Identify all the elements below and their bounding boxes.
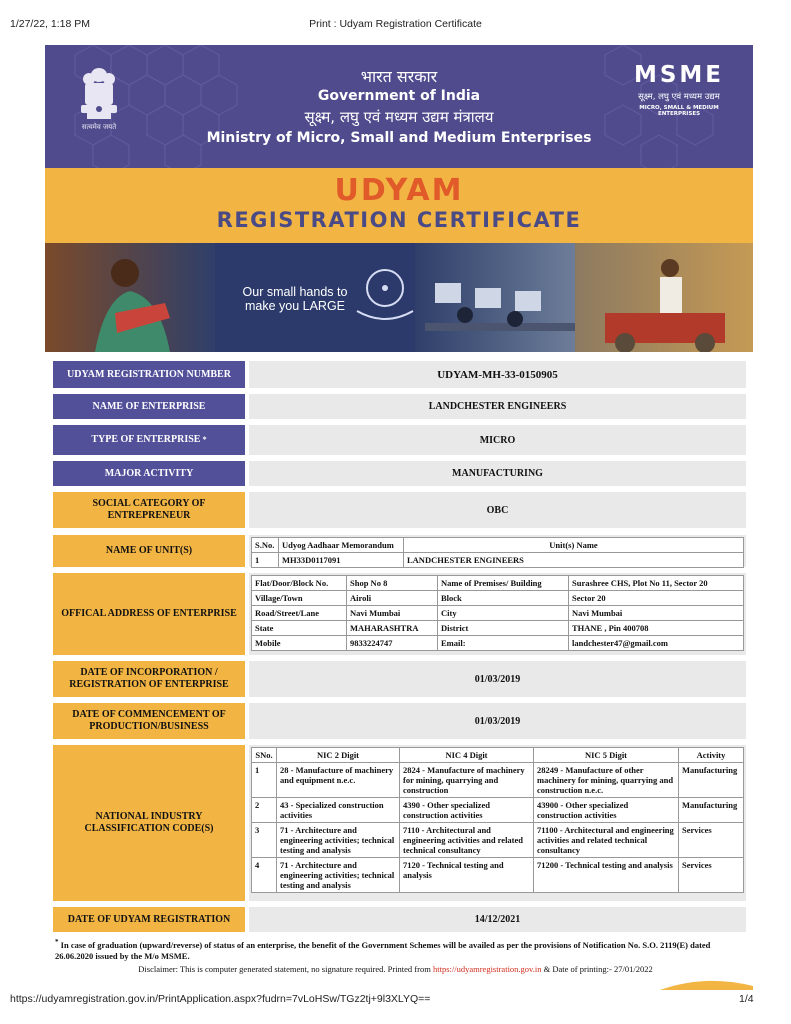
nic-2digit: 71 - Architecture and engineering activities; technical testing and analysis xyxy=(277,858,400,893)
nic-activity: Services xyxy=(679,858,744,893)
graduation-footnote xyxy=(55,937,745,962)
nic-header-5digit: NIC 5 Digit xyxy=(534,748,679,763)
decorative-swoosh xyxy=(660,976,753,990)
address-key: Mobile xyxy=(252,636,347,651)
table-row xyxy=(252,591,744,606)
nic-4digit: 7110 - Architectural and engineering activities and related technical consultancy xyxy=(400,823,534,858)
nic-sno: 4 xyxy=(252,858,277,893)
address-value-cell: landchester47@gmail.com xyxy=(569,636,744,651)
address-value-cell: Surashree CHS, Plot No 11, Sector 20 xyxy=(569,576,744,591)
commencement-date-value: 01/03/2019 xyxy=(249,703,746,739)
unit-names-label: NAME OF UNIT(S) xyxy=(53,535,245,567)
address-key: Name of Premises/ Building xyxy=(438,576,569,591)
address-table xyxy=(251,575,744,651)
hindi-government-heading: भारत सरकार xyxy=(360,67,438,86)
enterprise-type-label xyxy=(53,425,245,455)
address-key: Flat/Door/Block No. xyxy=(252,576,347,591)
print-title: Print : Udyam Registration Certificate xyxy=(309,18,482,30)
major-activity-label: MAJOR ACTIVITY xyxy=(53,461,245,486)
unit-name: LANDCHESTER ENGINEERS xyxy=(404,553,744,568)
address-value-cell: Navi Mumbai xyxy=(347,606,438,621)
nic-codes-table xyxy=(251,747,744,893)
hero-tagline-line1: Our small hands to xyxy=(242,285,348,299)
print-datetime: 1/27/22, 1:18 PM xyxy=(10,18,90,30)
nic-5digit: 71100 - Architectural and engineering activities and related technical consultancy xyxy=(534,823,679,858)
table-row xyxy=(252,798,744,823)
table-row xyxy=(252,576,744,591)
nic-5digit: 43900 - Other specialized construction activities xyxy=(534,798,679,823)
nic-header-activity: Activity xyxy=(679,748,744,763)
address-value-cell: Shop No 8 xyxy=(347,576,438,591)
nic-sno: 3 xyxy=(252,823,277,858)
hindi-ministry-heading: सूक्ष्म, लघु एवं मध्यम उद्यम मंत्रालय xyxy=(304,108,494,126)
nic-codes-value xyxy=(249,745,746,901)
unit-header-sno: S.No. xyxy=(252,538,279,553)
social-category-value: OBC xyxy=(249,492,746,528)
unit-header-name: Unit(s) Name xyxy=(404,538,744,553)
unit-names-value xyxy=(249,535,746,567)
msme-logo-hindi: सूक्ष्म, लघु एवं मध्यम उद्यम xyxy=(638,92,720,102)
unit-names-table xyxy=(251,537,744,568)
address-value-cell: MAHARASHTRA xyxy=(347,621,438,636)
major-activity-value: MANUFACTURING xyxy=(249,461,746,486)
disclaimer-text: Disclaimer: This is computer generated statement, no signature required. Printed from xyxy=(138,964,433,974)
address-key: Road/Street/Lane xyxy=(252,606,347,621)
registration-number-value: UDYAM-MH-33-0150905 xyxy=(249,361,746,388)
footnote-asterisk: * xyxy=(55,938,59,946)
emblem-caption: सत्यमेव जयते xyxy=(81,123,117,131)
address-value-cell: THANE , Pin 400708 xyxy=(569,621,744,636)
nic-sno: 1 xyxy=(252,763,277,798)
footnote-text: In case of graduation (upward/reverse) of status of an enterprise, the benefit of the Government Schemes will be availed as per the provisions of Notification No. S.O. 2119(E) dated 26.06.2020 issued by the M/o MSME. xyxy=(55,939,711,961)
address-key: District xyxy=(438,621,569,636)
udyam-registration-date-label: DATE OF UDYAM REGISTRATION xyxy=(53,907,245,932)
table-row xyxy=(252,553,744,568)
nic-codes-label: NATIONAL INDUSTRY CLASSIFICATION CODE(S) xyxy=(53,745,245,901)
address-value-cell: Navi Mumbai xyxy=(569,606,744,621)
government-heading: Government of India xyxy=(317,88,481,104)
nic-activity: Services xyxy=(679,823,744,858)
certificate-title: UDYAM xyxy=(334,173,464,208)
table-row xyxy=(252,621,744,636)
table-row xyxy=(252,606,744,621)
nic-sno: 2 xyxy=(252,798,277,823)
nic-5digit: 28249 - Manufacture of other machinery for mining, quarrying and construction n.e.c. xyxy=(534,763,679,798)
udyam-website-link[interactable]: https://udyamregistration.gov.in xyxy=(432,964,542,974)
nic-header-2digit: NIC 2 Digit xyxy=(277,748,400,763)
table-row xyxy=(252,636,744,651)
nic-4digit: 4390 - Other specialized construction activities xyxy=(400,798,534,823)
incorporation-date-value: 01/03/2019 xyxy=(249,661,746,697)
nic-4digit: 7120 - Technical testing and analysis xyxy=(400,858,534,893)
nic-5digit: 71200 - Technical testing and analysis xyxy=(534,858,679,893)
certificate-title-band xyxy=(45,168,753,243)
address-key: Village/Town xyxy=(252,591,347,606)
address-label: OFFICAL ADDRESS OF ENTERPRISE xyxy=(53,573,245,655)
print-url: https://udyamregistration.gov.in/PrintApplication.aspx?fudrn=7vLoHSw/TGz2tj+9l3XLYQ== xyxy=(10,993,431,1005)
registration-number-label: UDYAM REGISTRATION NUMBER xyxy=(53,361,245,388)
address-key: Email: xyxy=(438,636,569,651)
enterprise-type-value: MICRO xyxy=(249,425,746,455)
unit-sno: 1 xyxy=(252,553,279,568)
address-value xyxy=(249,573,746,655)
hero-illustration xyxy=(45,243,753,352)
ministry-heading: Ministry of Micro, Small and Medium Enterprises xyxy=(206,130,592,146)
nic-2digit: 28 - Manufacture of machinery and equipment n.e.c. xyxy=(277,763,400,798)
page-number: 1/4 xyxy=(739,993,754,1005)
table-row xyxy=(252,763,744,798)
nic-2digit: 71 - Architecture and engineering activities; technical testing and analysis xyxy=(277,823,400,858)
disclaimer xyxy=(0,964,791,974)
nic-activity: Manufacturing xyxy=(679,763,744,798)
table-row xyxy=(252,823,744,858)
nic-header-sno: SNo. xyxy=(252,748,277,763)
address-key: City xyxy=(438,606,569,621)
enterprise-type-asterisk: * xyxy=(202,435,207,444)
unit-header-uam: Udyog Aadhaar Memorandum xyxy=(279,538,404,553)
enterprise-type-label-text: TYPE OF ENTERPRISE xyxy=(91,434,201,445)
msme-logo-subtitle: MICRO, SMALL & MEDIUM ENTERPRISES xyxy=(639,105,719,117)
address-value-cell: Sector 20 xyxy=(569,591,744,606)
enterprise-name-label: NAME OF ENTERPRISE xyxy=(53,394,245,419)
table-row xyxy=(252,858,744,893)
address-key: State xyxy=(252,621,347,636)
incorporation-date-label: DATE OF INCORPORATION / REGISTRATION OF ENTERPRISE xyxy=(53,661,245,697)
address-value-cell: Airoli xyxy=(347,591,438,606)
government-banner xyxy=(45,45,753,168)
udyam-registration-date-value: 14/12/2021 xyxy=(249,907,746,932)
nic-4digit: 2824 - Manufacture of machinery for mining, quarrying and construction xyxy=(400,763,534,798)
enterprise-name-value: LANDCHESTER ENGINEERS xyxy=(249,394,746,419)
msme-logo: MSME xyxy=(633,62,725,88)
hero-tagline-line2: make you LARGE xyxy=(244,299,346,313)
commencement-date-label: DATE OF COMMENCEMENT OF PRODUCTION/BUSINESS xyxy=(53,703,245,739)
certificate-subtitle: REGISTRATION CERTIFICATE xyxy=(216,208,582,232)
social-category-label: SOCIAL CATEGORY OF ENTREPRENEUR xyxy=(53,492,245,528)
address-value-cell: 9833224747 xyxy=(347,636,438,651)
hero-photo-band xyxy=(45,243,753,352)
unit-uam-number: MH33D0117091 xyxy=(279,553,404,568)
disclaimer-date: & Date of printing:- 27/01/2022 xyxy=(541,964,653,974)
nic-activity: Manufacturing xyxy=(679,798,744,823)
nic-2digit: 43 - Specialized construction activities xyxy=(277,798,400,823)
address-key: Block xyxy=(438,591,569,606)
nic-header-4digit: NIC 4 Digit xyxy=(400,748,534,763)
